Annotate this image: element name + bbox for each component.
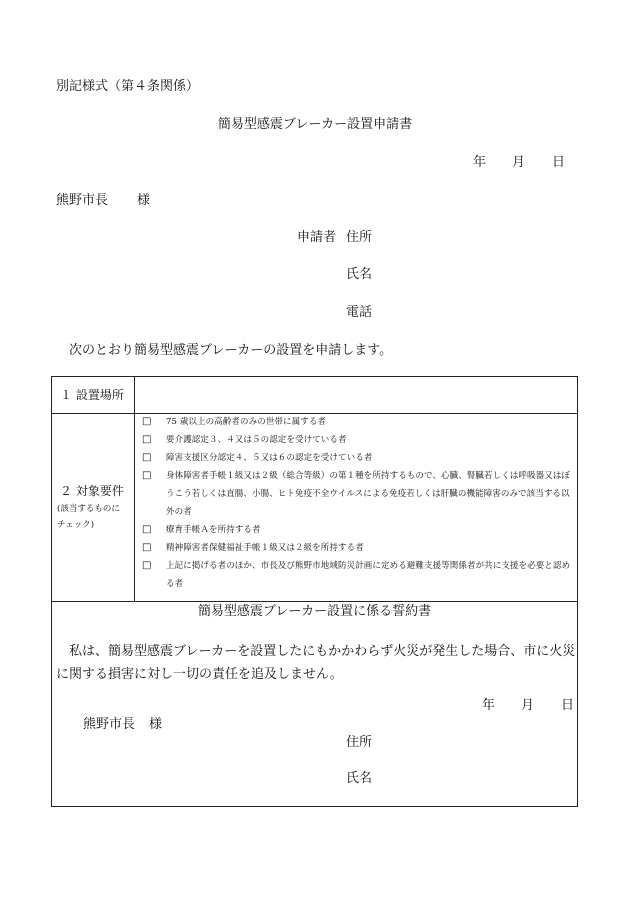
requirement-item [142,521,578,539]
table-bottom-border [51,806,578,807]
date-month-label: 月 [512,155,526,170]
addressee-name: 熊野市長 [56,193,109,208]
requirement-item [142,467,578,521]
requirements-label: ２ 対象要件 [60,484,124,498]
date-day-label: 日 [552,155,566,170]
applicant-name-label: 氏名 [346,267,373,282]
requirement-text: 療育手帳Ａを所持する者 [166,525,261,535]
checkbox[interactable]: □ [142,524,152,535]
requirement-item [142,539,578,557]
requirements-list [142,413,578,593]
table-section-divider [51,601,578,602]
requirement-item [142,557,578,593]
requirement-text: 上記に掲げる者のほか、市長及び熊野市地域防災計画に定める避難支援等関係者が共に支援を必要と認める者 [166,561,571,589]
table-column-divider [134,376,135,601]
addressee-honorific: 様 [137,193,151,208]
checkbox[interactable]: □ [142,560,152,571]
table-top-border [51,376,578,377]
intro-text: 次のとおり簡易型感震ブレーカーの設置を申請します。 [69,343,393,358]
requirement-text: 精神障害者保健福祉手帳１級又は２級を所持する者 [166,543,364,553]
requirement-text: 身体障害者手帳１級又は２級（総合等級）の第１種を所持するもので、心臓、腎臓若しくは呼吸器又はぼうこう若しくは直腸、小腸、ヒト免疫不全ウイルスによる免疫若しくは肝臓の機能障害のみで該当する以外の者 [166,471,571,517]
pledge-name-label: 氏名 [346,771,373,786]
checkbox[interactable]: □ [142,416,152,427]
form-reference: 別記様式（第４条関係） [56,79,200,94]
requirement-item [142,449,578,467]
pledge-address-label: 住所 [346,735,373,750]
pledge-addressee-name: 熊野市長 [83,717,136,732]
checkbox[interactable]: □ [142,542,152,553]
requirement-item [142,431,578,449]
page-title: 簡易型感震ブレーカー設置申請書 [217,117,413,132]
date-year-label: 年 [473,155,487,170]
pledge-addressee-honorific: 様 [149,717,163,732]
pledge-date-day-label: 日 [561,698,575,713]
pledge-date-month-label: 月 [521,698,535,713]
requirements-note-line1: (該当するものに [57,504,120,514]
requirement-text: 要介護認定３、４又は５の認定を受けている者 [166,435,347,445]
requirement-item [142,413,578,431]
requirement-text: 障害支援区分認定４、５又は６の認定を受けている者 [166,453,373,463]
applicant-label: 申請者 [297,230,337,245]
checkbox[interactable]: □ [142,434,152,445]
location-field[interactable] [137,380,574,410]
checkbox[interactable]: □ [142,470,152,481]
requirement-text: 75 歳以上の高齢者のみの世帯に属する者 [166,417,327,427]
checkbox[interactable]: □ [142,452,152,463]
pledge-body: 私は、簡易型感震ブレーカーを設置したにもかかわらず火災が発生した場合、市に火災に関する損害に対し一切の責任を追及しません。 [56,644,576,682]
table-left-border [51,376,52,806]
applicant-address-label: 住所 [346,230,373,245]
pledge-date-year-label: 年 [482,698,496,713]
location-label: １ 設置場所 [60,388,124,402]
pledge-title: 簡易型感震ブレーカー設置に係る誓約書 [197,604,432,619]
requirements-note-line2: チェック) [57,520,95,530]
applicant-phone-label: 電話 [346,305,373,320]
